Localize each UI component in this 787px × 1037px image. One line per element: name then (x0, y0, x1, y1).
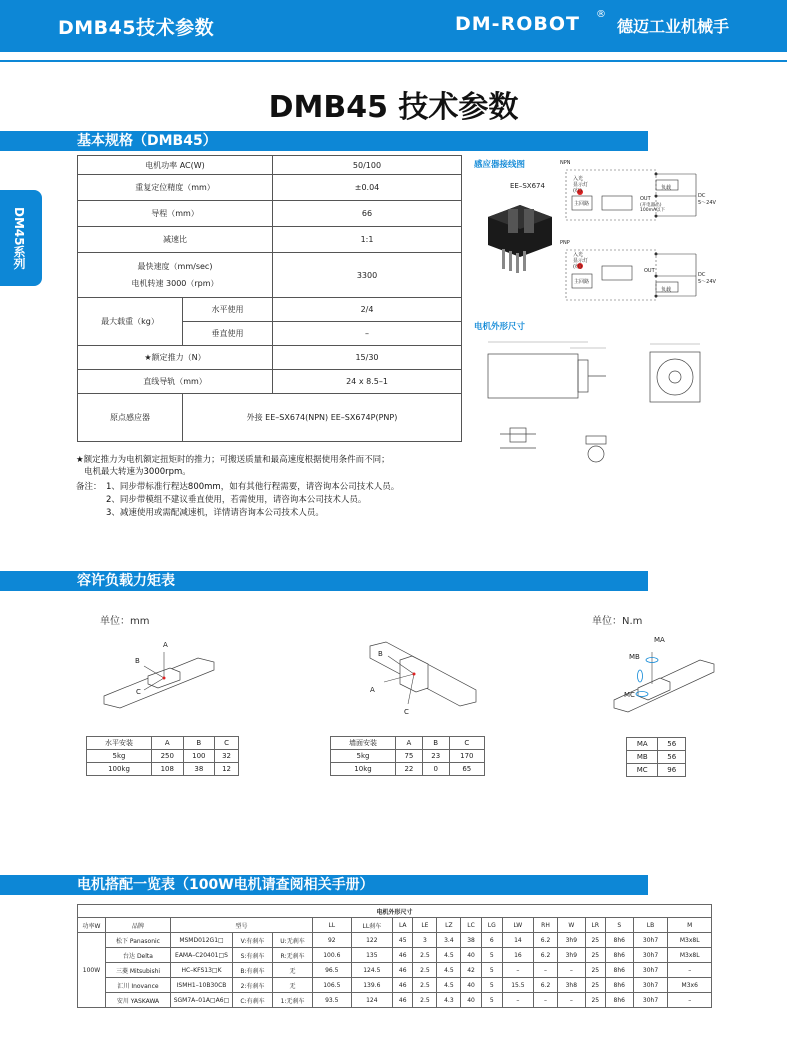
axis-label-a: A (163, 641, 168, 649)
table-cell: 无 (273, 963, 313, 978)
table-cell: 2.5 (413, 963, 437, 978)
table-header: LE (413, 918, 437, 933)
table-cell: R:无刹车 (273, 948, 313, 963)
npn-note1: (开电器出) (640, 203, 662, 208)
axis-label-mc: MC (624, 691, 635, 699)
table-header: LC (461, 918, 481, 933)
axis-label-ma: MA (654, 636, 665, 644)
table-cell: 30h7 (633, 993, 668, 1008)
table-cell: – (558, 993, 586, 1008)
table-cell: 25 (585, 933, 605, 948)
table-cell: 1:无刹车 (273, 993, 313, 1008)
table-cell: 122 (351, 933, 392, 948)
spec-label: 导程（mm） (78, 201, 273, 227)
table-row (87, 737, 239, 750)
table-header: LB (633, 918, 668, 933)
section-title-spec: 基本规格（DMB45） (77, 133, 217, 149)
table-cell: 30h7 (633, 963, 668, 978)
table-header: B (422, 737, 449, 750)
page-title: DMB45 技术参数 (268, 90, 519, 125)
npn-main-circuit: 主回路 (574, 201, 590, 207)
registered-mark: ® (596, 9, 606, 20)
max-load-h-value: 2/4 (273, 298, 462, 322)
table-cell: 6 (481, 933, 502, 948)
speed-label: 最快速度（mm/sec) (137, 262, 213, 271)
npn-indicator: 显示灯 (573, 182, 589, 188)
table-cell: 170 (449, 750, 484, 763)
table-header: 品牌 (106, 918, 171, 933)
table-cell: 75 (396, 750, 423, 763)
table-cell: 12 (215, 763, 239, 776)
table-row (627, 751, 686, 764)
spec-table (77, 155, 462, 442)
table-cell: 25 (585, 948, 605, 963)
table-cell: ISMH1–10B30CB (171, 978, 233, 993)
side-tab-label: DM45系列 (12, 207, 26, 270)
motor-match-table (77, 904, 712, 1008)
npn-dc: DC (698, 193, 706, 199)
table-cell: – (502, 963, 533, 978)
table-cell: 56 (658, 751, 686, 764)
axis-label-mb: MB (629, 653, 640, 661)
table-cell: 65 (449, 763, 484, 776)
table-row (78, 948, 712, 963)
table-cell: MB (627, 751, 658, 764)
table-header: S (605, 918, 633, 933)
npn-load: 负载 (661, 185, 672, 191)
table-header: LG (481, 918, 502, 933)
table-cell: S:有刹车 (233, 948, 273, 963)
table-cell: 6.2 (534, 933, 558, 948)
moment-diagram (610, 638, 730, 722)
table-cell: 台达 Delta (106, 948, 171, 963)
axis-label-c: C (136, 688, 141, 696)
table-cell: 8h6 (605, 978, 633, 993)
table-cell: 3 (413, 933, 437, 948)
table-cell: M3x6 (668, 978, 712, 993)
npn-label: NPN (560, 160, 571, 166)
table-header: RH (534, 918, 558, 933)
table-cell: 2:有刹车 (233, 978, 273, 993)
table-cell: 无 (273, 978, 313, 993)
table-cell: 松下 Panasonic (106, 933, 171, 948)
unit-left: 单位：mm (100, 616, 150, 627)
pnp-out: OUT (644, 268, 655, 274)
table-cell: – (558, 963, 586, 978)
pnp-dc: DC (698, 272, 706, 278)
table-cell: 40 (461, 993, 481, 1008)
section-title-load: 容许负载力矩表 (77, 573, 175, 589)
spec-value: 1:1 (273, 227, 462, 253)
table-cell: – (668, 963, 712, 978)
table-row (627, 738, 686, 751)
star-note-2: 电机最大转速为3000rpm。 (84, 467, 191, 477)
table-row (87, 763, 239, 776)
npn-out: OUT (640, 196, 651, 202)
table-cell: 6.2 (534, 978, 558, 993)
table-cell: 40 (461, 978, 481, 993)
table-header: LW (502, 918, 533, 933)
axis-label-a: A (370, 686, 375, 694)
max-load-h-label: 水平使用 (183, 298, 273, 322)
remarks-prefix: 备注： (76, 482, 102, 492)
table-cell: 100 (183, 750, 215, 763)
table-row (87, 750, 239, 763)
table-header: LL刹车 (351, 918, 392, 933)
origin-label: 原点感应器 (78, 394, 183, 442)
table-row (78, 918, 712, 933)
table-cell: 124.5 (351, 963, 392, 978)
table-cell: 38 (183, 763, 215, 776)
table-cell: 106.5 (313, 978, 352, 993)
pnp-red: (红) (573, 264, 582, 270)
table-cell: 6.2 (534, 948, 558, 963)
rail-label: 直线导轨（mm） (78, 370, 273, 394)
table-cell: 32 (215, 750, 239, 763)
table-cell: C:有刹车 (233, 993, 273, 1008)
table-cell: – (534, 963, 558, 978)
table-cell: 23 (422, 750, 449, 763)
table-cell: 10kg (331, 763, 396, 776)
pnp-load: 负载 (661, 287, 672, 293)
table-row (78, 905, 712, 918)
table-header: A (152, 737, 184, 750)
table-cell: 8h6 (605, 963, 633, 978)
table-row (78, 963, 712, 978)
wall-mount-diagram (356, 638, 486, 718)
table-cell: 96 (658, 764, 686, 777)
table-row (627, 764, 686, 777)
table-cell: 30h7 (633, 948, 668, 963)
table-cell: 0 (422, 763, 449, 776)
motor-outline-drawing (480, 336, 720, 466)
table-cell: – (668, 993, 712, 1008)
table-cell: 2.5 (413, 978, 437, 993)
pnp-main-circuit: 主回路 (574, 279, 590, 285)
axis-label-c: C (404, 708, 409, 716)
max-load-label: 最大载重（kg） (78, 298, 183, 346)
table-header: M (668, 918, 712, 933)
table-cell: 139.6 (351, 978, 392, 993)
table-cell: 22 (396, 763, 423, 776)
remark-item: 3、减速使用或需配减速机，详情请咨询本公司技术人员。 (106, 508, 324, 518)
horizontal-load-table (86, 736, 239, 776)
remark-item: 2、同步带模组不建议垂直使用，若需使用，请咨询本公司技术人员。 (106, 495, 367, 505)
table-cell: 3h9 (558, 933, 586, 948)
table-cell: 5 (481, 993, 502, 1008)
spec-label-speed (78, 253, 273, 298)
pnp-indicator: 显示灯 (573, 258, 589, 264)
origin-value: 外接 EE–SX674(NPN) EE–SX674P(PNP) (183, 394, 462, 442)
sensor-title: 感应器接线图 (474, 160, 526, 170)
table-cell: 100kg (87, 763, 152, 776)
motor-table-title: 电机外形尺寸 (78, 905, 712, 918)
table-cell: 5 (481, 978, 502, 993)
table-cell: 46 (393, 978, 413, 993)
table-cell: SGM7A–01A□A6□ (171, 993, 233, 1008)
table-cell: 2.5 (413, 993, 437, 1008)
table-cell: 5kg (331, 750, 396, 763)
company-name: 德迈工业机械手 (617, 17, 730, 36)
table-header: C (449, 737, 484, 750)
table-row (331, 737, 485, 750)
table-cell: MSMD012G1□ (171, 933, 233, 948)
outline-title: 电机外形尺寸 (474, 322, 526, 332)
table-cell: 14 (502, 933, 533, 948)
horizontal-mount-diagram (100, 638, 225, 726)
table-cell: – (534, 993, 558, 1008)
table-cell: 8h6 (605, 993, 633, 1008)
table-cell: U:无刹车 (273, 933, 313, 948)
table-cell: 汇川 Inovance (106, 978, 171, 993)
thrust-label: ★额定推力（N） (78, 346, 273, 370)
table-cell: 38 (461, 933, 481, 948)
rail-value: 24 x 8.5–1 (273, 370, 462, 394)
table-header: LL (313, 918, 352, 933)
table-cell: MA (627, 738, 658, 751)
table-cell: 40 (461, 948, 481, 963)
table-cell: 8h6 (605, 948, 633, 963)
table-cell: 3.4 (437, 933, 461, 948)
brand-logo: DM-ROBOT (455, 13, 580, 35)
max-load-v-label: 垂直使用 (183, 322, 273, 346)
npn-note2: 100mA以下 (640, 208, 666, 213)
table-cell: 2.5 (413, 948, 437, 963)
table-cell: 8h6 (605, 933, 633, 948)
header-divider (0, 60, 787, 62)
table-cell: 100.6 (313, 948, 352, 963)
npn-in-light: 入光 (573, 176, 584, 182)
thrust-value: 15/30 (273, 346, 462, 370)
table-cell: MC (627, 764, 658, 777)
wall-load-table (330, 736, 485, 776)
spec-value: 50/100 (273, 156, 462, 175)
table-cell: 25 (585, 963, 605, 978)
table-cell: B:有刹车 (233, 963, 273, 978)
table-cell: EAMA–C20401□S (171, 948, 233, 963)
pnp-in-light: 入光 (573, 252, 584, 258)
table-cell: 三菱 Mitsubishi (106, 963, 171, 978)
axis-label-b: B (378, 650, 383, 658)
spec-value: 3300 (273, 253, 462, 298)
doc-tag: DMB45技术参数 (58, 17, 215, 39)
table-cell: M3x8L (668, 948, 712, 963)
sensor-model: EE–SX674 (510, 182, 545, 190)
table-cell: 4.5 (437, 963, 461, 978)
table-cell: 46 (393, 993, 413, 1008)
table-cell: 3h9 (558, 948, 586, 963)
table-cell: 5kg (87, 750, 152, 763)
unit-right: 单位：N.m (592, 616, 643, 627)
spec-value: 66 (273, 201, 462, 227)
table-cell: 45 (393, 933, 413, 948)
table-cell: 250 (152, 750, 184, 763)
pnp-label: PNP (560, 240, 570, 246)
npn-red: (红) (573, 188, 582, 194)
spec-label: 减速比 (78, 227, 273, 253)
table-cell: 5 (481, 948, 502, 963)
table-cell: 96.5 (313, 963, 352, 978)
section-title-motor: 电机搭配一览表（100W电机请查阅相关手册） (77, 877, 374, 893)
table-row (331, 763, 485, 776)
table-cell: 5 (481, 963, 502, 978)
table-header: LA (393, 918, 413, 933)
table-cell: 56 (658, 738, 686, 751)
table-cell: M3x8L (668, 933, 712, 948)
table-header: 墙面安装 (331, 737, 396, 750)
table-header: W (558, 918, 586, 933)
table-header: B (183, 737, 215, 750)
table-cell: 42 (461, 963, 481, 978)
table-row (331, 750, 485, 763)
table-row (78, 978, 712, 993)
table-cell: 4.5 (437, 978, 461, 993)
table-cell: 30h7 (633, 933, 668, 948)
spec-label: 重复定位精度（mm） (78, 175, 273, 201)
table-cell: 92 (313, 933, 352, 948)
moment-load-table (626, 737, 686, 777)
table-header: 功率W (78, 918, 106, 933)
table-header: C (215, 737, 239, 750)
table-header: 水平安装 (87, 737, 152, 750)
spec-value: ±0.04 (273, 175, 462, 201)
star-note-1: ★额定推力为电机额定扭矩时的推力；可搬送质量和最高速度根据使用条件而不同； (76, 455, 390, 465)
table-row (78, 993, 712, 1008)
rpm-label: 电机转速 3000（rpm） (131, 279, 219, 288)
table-row (78, 933, 712, 948)
table-cell: 46 (393, 963, 413, 978)
table-cell: V:有刹车 (233, 933, 273, 948)
table-cell: 安川 YASKAWA (106, 993, 171, 1008)
spec-label: 电机功率 AC(W) (78, 156, 273, 175)
table-cell: 46 (393, 948, 413, 963)
pnp-dc-range: 5～24V (698, 279, 716, 285)
sensor-photo-icon (480, 195, 562, 273)
table-cell: 4.5 (437, 948, 461, 963)
table-header: 型号 (171, 918, 313, 933)
table-cell: HC–KFS13□K (171, 963, 233, 978)
table-cell: 25 (585, 993, 605, 1008)
table-cell: 108 (152, 763, 184, 776)
table-cell: 3h8 (558, 978, 586, 993)
table-cell: 4.3 (437, 993, 461, 1008)
table-cell: 124 (351, 993, 392, 1008)
table-cell: 16 (502, 948, 533, 963)
npn-dc-range: 5～24V (698, 200, 716, 206)
remark-item: 1、同步带标准行程达800mm，如有其他行程需要，请咨询本公司技术人员。 (106, 482, 400, 492)
table-cell: 15.5 (502, 978, 533, 993)
table-cell: – (502, 993, 533, 1008)
power-cell: 100W (78, 933, 106, 1008)
table-cell: 135 (351, 948, 392, 963)
max-load-v-value: – (273, 322, 462, 346)
table-header: LR (585, 918, 605, 933)
table-cell: 93.5 (313, 993, 352, 1008)
table-header: A (396, 737, 423, 750)
axis-label-b: B (135, 657, 140, 665)
table-cell: 25 (585, 978, 605, 993)
table-header: LZ (437, 918, 461, 933)
table-cell: 30h7 (633, 978, 668, 993)
